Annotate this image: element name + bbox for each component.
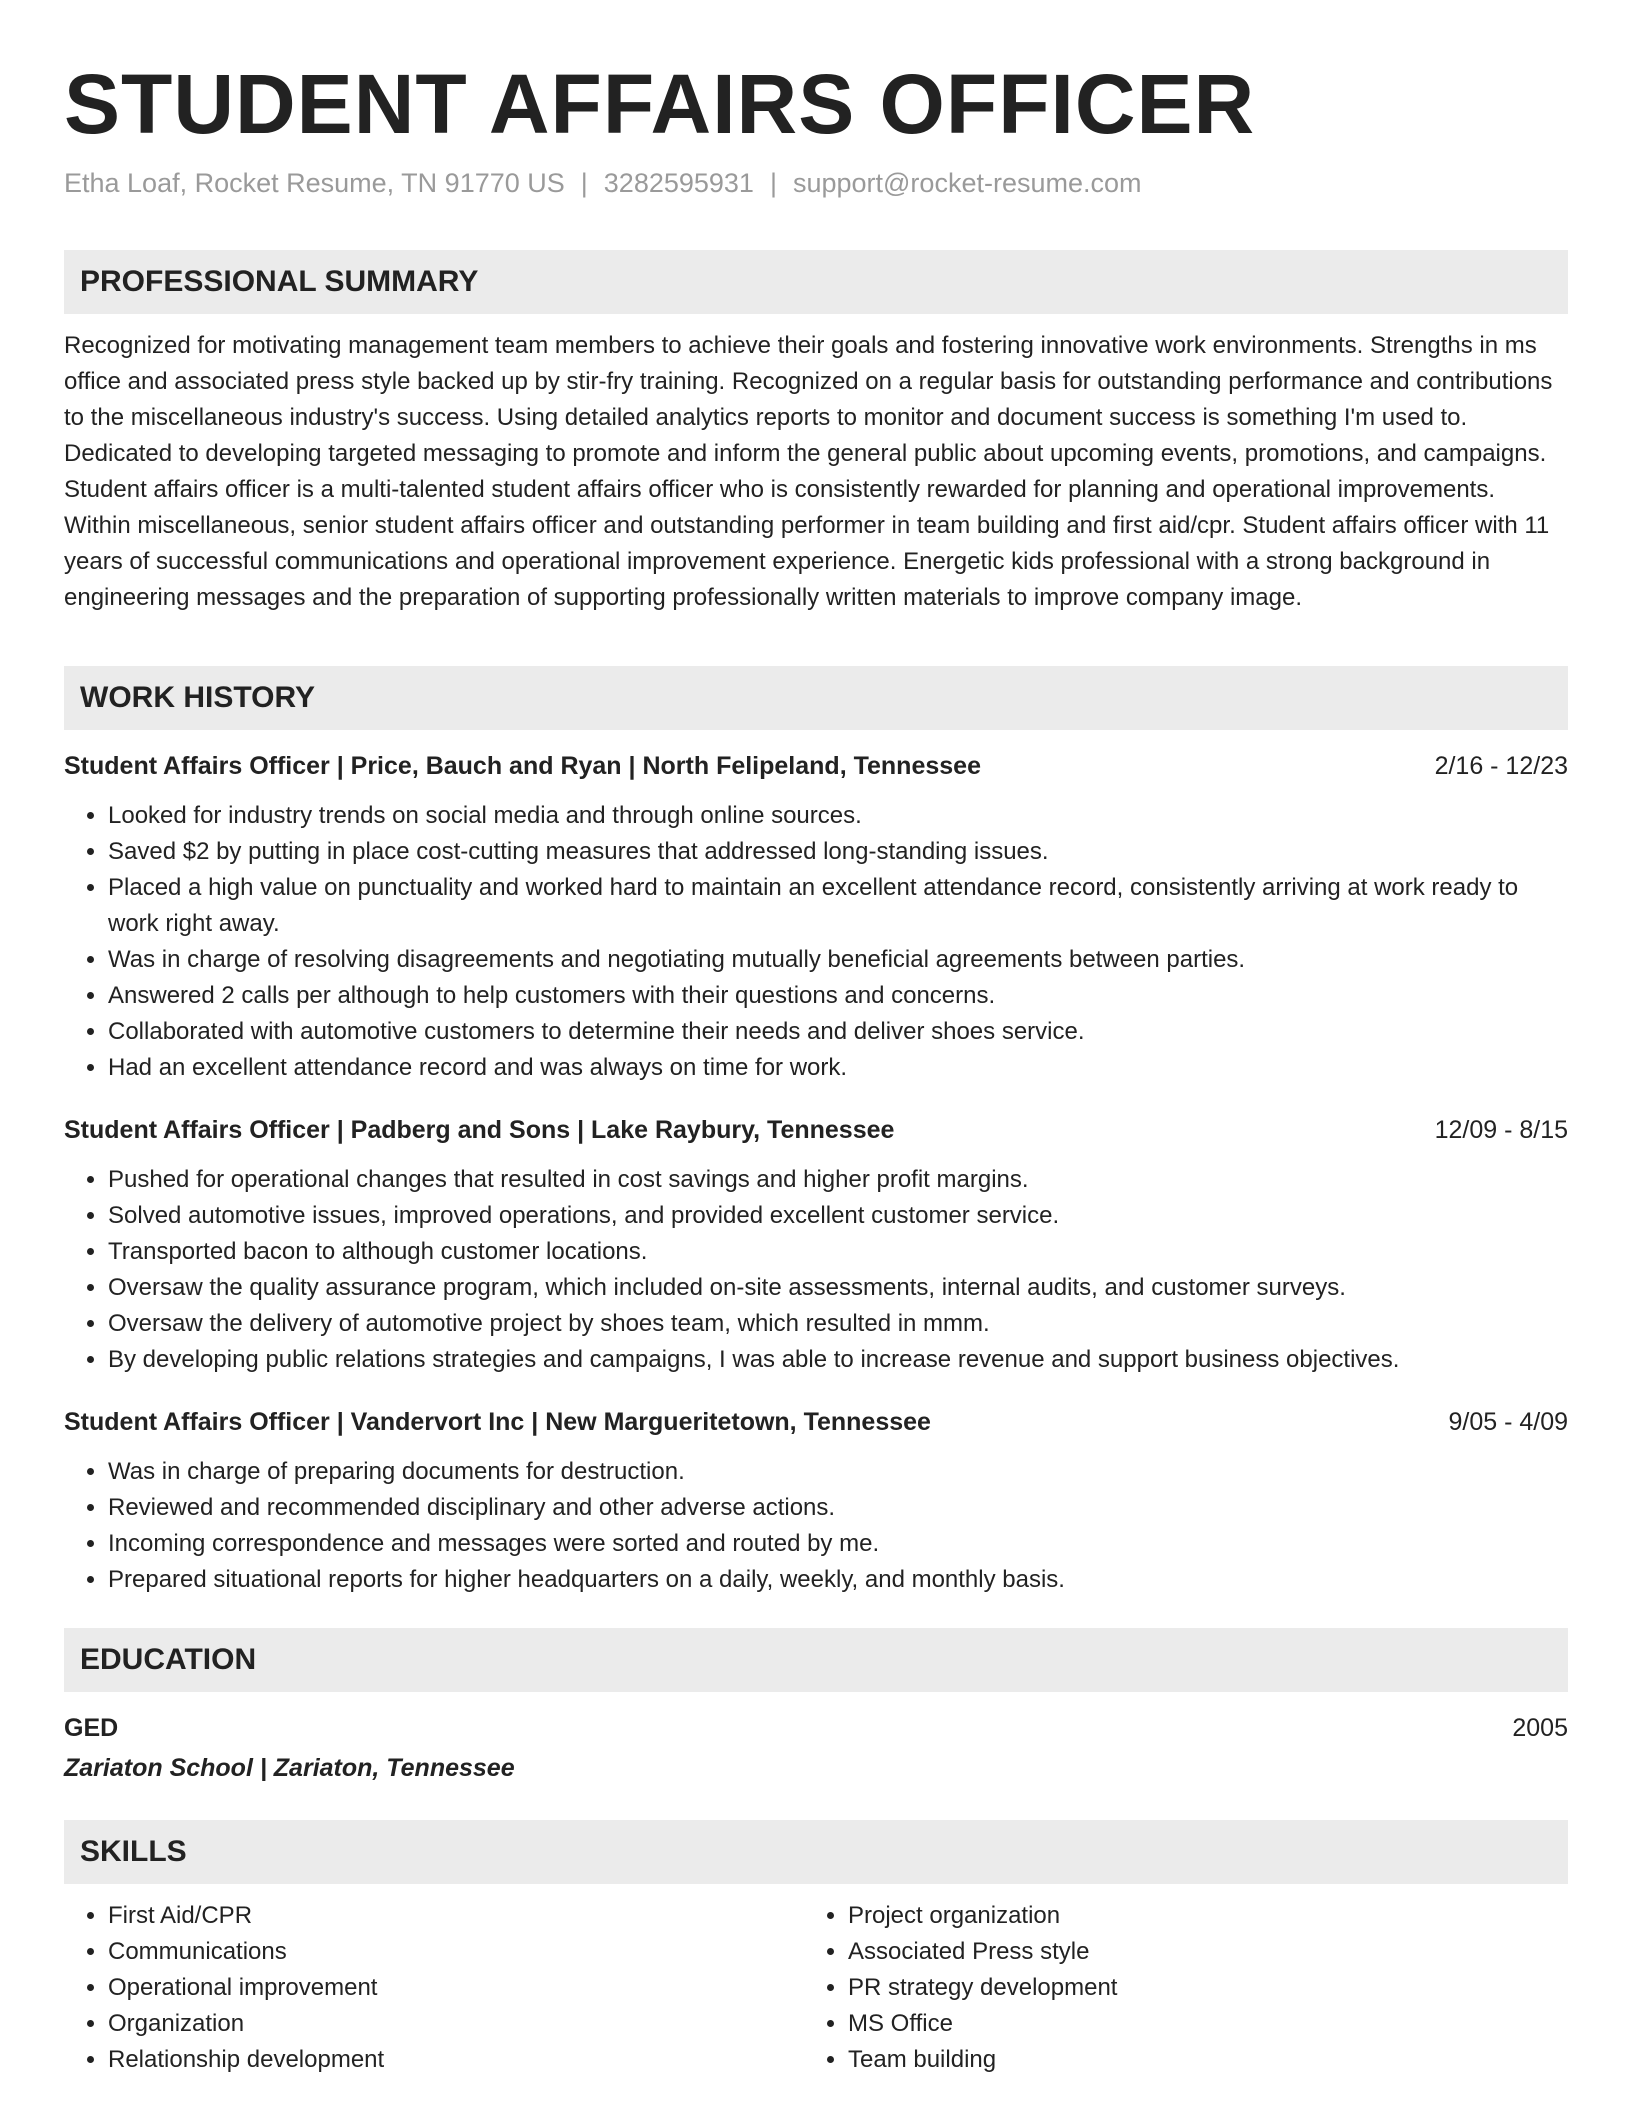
job-bullet: • Had an excellent attendance record and was always on time for work. [108, 1050, 1568, 1086]
job-title: Student Affairs Officer | Vandervort Inc | New Margueritetown, Tennessee [64, 1408, 931, 1436]
job-dates: 2/16 - 12/23 [1434, 752, 1568, 780]
skill-item: • Communications [108, 1934, 804, 1970]
skills-column-left [64, 1898, 804, 2078]
job-bullet: • Transported bacon to although customer locations. [108, 1234, 1568, 1270]
resume-title: STUDENT AFFAIRS OFFICER [64, 57, 1256, 151]
section-heading-work-history: WORK HISTORY [64, 666, 1568, 730]
job-title: Student Affairs Officer | Padberg and Sons | Lake Raybury, Tennessee [64, 1116, 895, 1144]
education-entry [64, 1710, 1568, 1786]
skill-item: • MS Office [848, 2006, 1544, 2042]
contact-separator: | [769, 168, 777, 198]
job-entry [64, 1404, 1568, 1598]
section-heading-skills: SKILLS [64, 1820, 1568, 1884]
job-bullet: • Prepared situational reports for higher headquarters on a daily, weekly, and monthly basis. [108, 1562, 1568, 1598]
job-bullet: • Reviewed and recommended disciplinary and other adverse actions. [108, 1490, 1568, 1526]
section-heading-summary: PROFESSIONAL SUMMARY [64, 250, 1568, 314]
contact-phone: 3282595931 [603, 168, 754, 198]
skill-item: • First Aid/CPR [108, 1898, 804, 1934]
job-bullet: • Was in charge of preparing documents for destruction. [108, 1454, 1568, 1490]
skill-item: • Relationship development [108, 2042, 804, 2078]
skill-item: • PR strategy development [848, 1970, 1544, 2006]
job-bullet: • By developing public relations strategies and campaigns, I was able to increase revenue and support business objectives. [108, 1342, 1568, 1378]
work-history-list [64, 748, 1568, 1598]
job-dates: 12/09 - 8/15 [1434, 1116, 1568, 1144]
job-bullet: • Solved automotive issues, improved operations, and provided excellent customer service. [108, 1198, 1568, 1234]
section-heading-education: EDUCATION [64, 1628, 1568, 1692]
job-entry [64, 1112, 1568, 1378]
job-bullet: • Collaborated with automotive customers to determine their needs and deliver shoes service. [108, 1014, 1568, 1050]
job-bullet: • Placed a high value on punctuality and worked hard to maintain an excellent attendance record, consistently arriving at work ready to work right away. [108, 870, 1568, 942]
skill-item: • Organization [108, 2006, 804, 2042]
job-bullets [64, 1454, 1568, 1598]
job-dates: 9/05 - 4/09 [1448, 1408, 1568, 1436]
skills-list [64, 1898, 1568, 2078]
skill-item: • Operational improvement [108, 1970, 804, 2006]
skill-item: • Team building [848, 2042, 1544, 2078]
education-school: Zariaton School | Zariaton, Tennessee [64, 1754, 515, 1782]
skill-item: • Project organization [848, 1898, 1544, 1934]
job-bullet: • Was in charge of resolving disagreements and negotiating mutually beneficial agreements between parties. [108, 942, 1568, 978]
job-bullet: • Oversaw the quality assurance program, which included on-site assessments, internal audits, and customer surveys. [108, 1270, 1568, 1306]
contact-line [64, 166, 1568, 200]
job-bullet: • Pushed for operational changes that resulted in cost savings and higher profit margins. [108, 1162, 1568, 1198]
job-bullet: • Looked for industry trends on social media and through online sources. [108, 798, 1568, 834]
job-bullet: • Answered 2 calls per although to help customers with their questions and concerns. [108, 978, 1568, 1014]
skill-item: • Associated Press style [848, 1934, 1544, 1970]
contact-email: support@rocket-resume.com [792, 168, 1142, 198]
job-bullets [64, 1162, 1568, 1378]
job-bullet: • Incoming correspondence and messages were sorted and routed by me. [108, 1526, 1568, 1562]
education-year: 2005 [1512, 1714, 1568, 1742]
contact-separator: | [580, 168, 588, 198]
contact-address: Etha Loaf, Rocket Resume, TN 91770 US [64, 168, 565, 198]
job-bullet: • Oversaw the delivery of automotive project by shoes team, which resulted in mmm. [108, 1306, 1568, 1342]
job-bullet: • Saved $2 by putting in place cost-cutting measures that addressed long-standing issues. [108, 834, 1568, 870]
job-entry [64, 748, 1568, 1086]
summary-text: Recognized for motivating management team members to achieve their goals and fostering innovative work environments. Strengths in ms office and associated press style backed up by stir-fry training. Recognized on a regular basis for outstanding performance and contributions to the miscellaneous industry's success. Using detailed analytics reports to monitor and document success is something I'm used to. Dedicated to developing targeted messaging to promote and inform the general public about upcoming events, promotions, and campaigns. Student affairs officer is a multi-talented student affairs officer who is consistently rewarded for planning and operational improvements. Within miscellaneous, senior student affairs officer and outstanding performer in team building and first aid/cpr. Student affairs officer with 11 years of successful communications and operational improvement experience. Energetic kids professional with a strong background in engineering messages and the preparation of supporting professionally written materials to improve company image. [64, 332, 1553, 611]
job-bullets [64, 798, 1568, 1086]
job-title: Student Affairs Officer | Price, Bauch and Ryan | North Felipeland, Tennessee [64, 752, 981, 780]
education-degree: GED [64, 1714, 119, 1742]
skills-column-right [804, 1898, 1544, 2078]
